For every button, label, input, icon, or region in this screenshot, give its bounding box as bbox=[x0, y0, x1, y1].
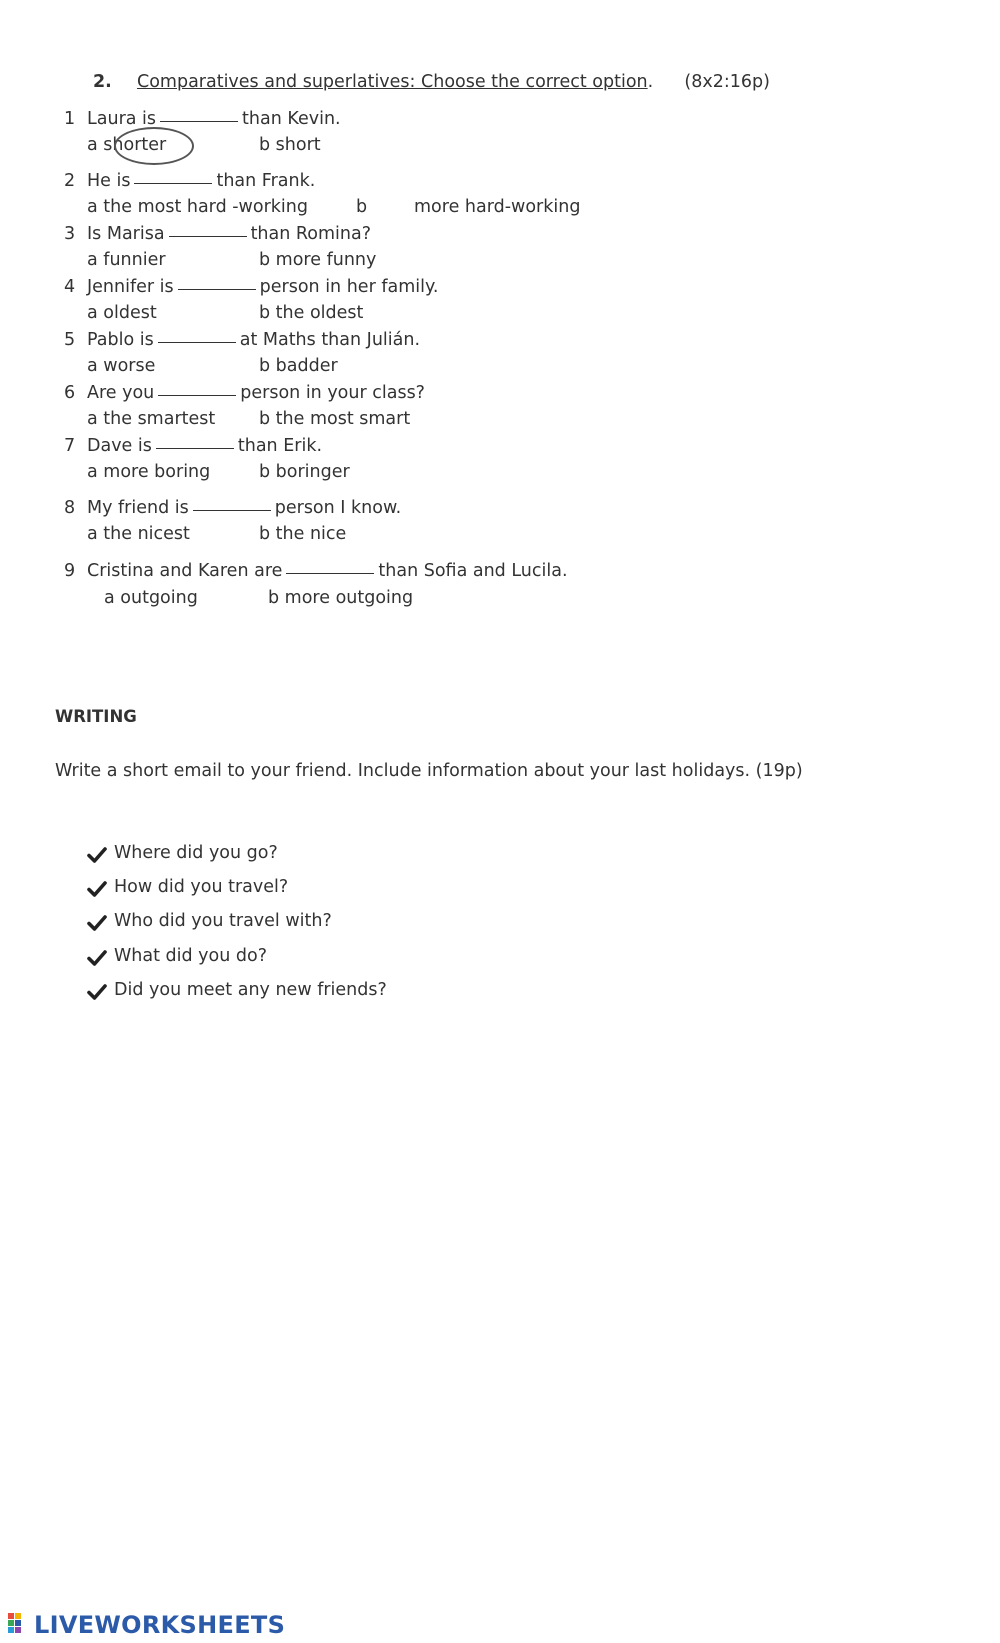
checkmark-icon bbox=[87, 983, 107, 1001]
prompt-text: What did you do? bbox=[114, 946, 268, 966]
question-number: 7 bbox=[64, 436, 76, 456]
prompt-text: Where did you go? bbox=[114, 843, 278, 863]
question-stem bbox=[87, 498, 401, 518]
question-pre: He is bbox=[87, 171, 131, 191]
option-a[interactable]: a shorter bbox=[87, 135, 167, 155]
question-post: person I know. bbox=[274, 498, 402, 518]
question-stem bbox=[87, 383, 425, 403]
question-pre: My friend is bbox=[87, 498, 189, 518]
prompt-text: Did you meet any new friends? bbox=[114, 980, 387, 1000]
question-post: person in her family. bbox=[259, 277, 439, 297]
answer-blank[interactable] bbox=[156, 447, 234, 449]
option-a[interactable]: a the nicest bbox=[87, 524, 190, 544]
writing-heading: WRITING bbox=[55, 707, 137, 726]
question-pre: Is Marisa bbox=[87, 224, 165, 244]
answer-blank[interactable] bbox=[169, 235, 247, 237]
question-stem bbox=[87, 277, 438, 297]
question-post: at Maths than Julián. bbox=[239, 330, 421, 350]
question-number: 3 bbox=[64, 224, 76, 244]
prompt-text: How did you travel? bbox=[114, 877, 289, 897]
option-b[interactable]: b boringer bbox=[259, 462, 350, 482]
checkmark-icon bbox=[87, 949, 107, 967]
answer-blank[interactable] bbox=[158, 341, 236, 343]
question-pre: Cristina and Karen are bbox=[87, 561, 283, 581]
answer-blank[interactable] bbox=[158, 394, 236, 396]
checkmark-icon bbox=[87, 880, 107, 898]
option-b-letter: b bbox=[356, 197, 368, 217]
option-a[interactable]: a oldest bbox=[87, 303, 157, 323]
question-stem bbox=[87, 330, 420, 350]
option-b[interactable]: b the most smart bbox=[259, 409, 411, 429]
question-pre: Pablo is bbox=[87, 330, 154, 350]
question-stem bbox=[87, 224, 371, 244]
option-b[interactable]: more hard-working bbox=[414, 197, 581, 217]
question-stem bbox=[87, 109, 341, 129]
logo-icon bbox=[8, 1613, 28, 1635]
option-a[interactable]: a the most hard -working bbox=[87, 197, 308, 217]
option-a[interactable]: a worse bbox=[87, 356, 156, 376]
answer-blank[interactable] bbox=[134, 182, 212, 184]
option-b[interactable]: b badder bbox=[259, 356, 338, 376]
answer-blank[interactable] bbox=[286, 572, 374, 574]
option-a[interactable]: a outgoing bbox=[104, 588, 198, 608]
answer-blank[interactable] bbox=[178, 288, 256, 290]
question-number: 9 bbox=[64, 561, 76, 581]
question-post: than Romina? bbox=[250, 224, 371, 244]
question-number: 5 bbox=[64, 330, 76, 350]
checkmark-icon bbox=[87, 914, 107, 932]
option-b[interactable]: b more funny bbox=[259, 250, 377, 270]
writing-instruction: Write a short email to your friend. Include information about your last holidays. (19p) bbox=[55, 761, 803, 781]
option-a[interactable]: a more boring bbox=[87, 462, 211, 482]
question-pre: Dave is bbox=[87, 436, 152, 456]
question-pre: Are you bbox=[87, 383, 155, 403]
option-b[interactable]: b more outgoing bbox=[268, 588, 414, 608]
question-number: 2 bbox=[64, 171, 76, 191]
checkmark-icon bbox=[87, 846, 107, 864]
question-post: than Frank. bbox=[216, 171, 316, 191]
question-pre: Jennifer is bbox=[87, 277, 174, 297]
exercise-title-tail: . bbox=[647, 72, 654, 92]
question-number: 8 bbox=[64, 498, 76, 518]
option-b[interactable]: b the nice bbox=[259, 524, 347, 544]
option-b[interactable]: b short bbox=[259, 135, 321, 155]
selection-circle bbox=[114, 127, 194, 165]
question-post: than Erik. bbox=[237, 436, 323, 456]
question-stem bbox=[87, 171, 315, 191]
option-b[interactable]: b the oldest bbox=[259, 303, 364, 323]
prompt-text: Who did you travel with? bbox=[114, 911, 332, 931]
logo-text: LIVEWORKSHEETS bbox=[34, 1611, 286, 1639]
question-stem bbox=[87, 436, 322, 456]
question-post: than Kevin. bbox=[242, 109, 341, 129]
exercise-number: 2. bbox=[93, 72, 112, 92]
question-post: than Sofia and Lucila. bbox=[378, 561, 568, 581]
answer-blank[interactable] bbox=[193, 509, 271, 511]
exercise-header bbox=[93, 72, 770, 92]
question-post: person in your class? bbox=[240, 383, 425, 403]
option-a[interactable]: a the smartest bbox=[87, 409, 216, 429]
question-number: 4 bbox=[64, 277, 76, 297]
exercise-title: Comparatives and superlatives: Choose the correct option bbox=[136, 72, 648, 92]
question-stem bbox=[87, 561, 568, 581]
question-number: 6 bbox=[64, 383, 76, 403]
answer-blank[interactable] bbox=[160, 120, 238, 122]
question-pre: Laura is bbox=[87, 109, 157, 129]
question-number: 1 bbox=[64, 109, 76, 129]
option-a[interactable]: a funnier bbox=[87, 250, 166, 270]
exercise-points: (8x2:16p) bbox=[684, 72, 770, 92]
